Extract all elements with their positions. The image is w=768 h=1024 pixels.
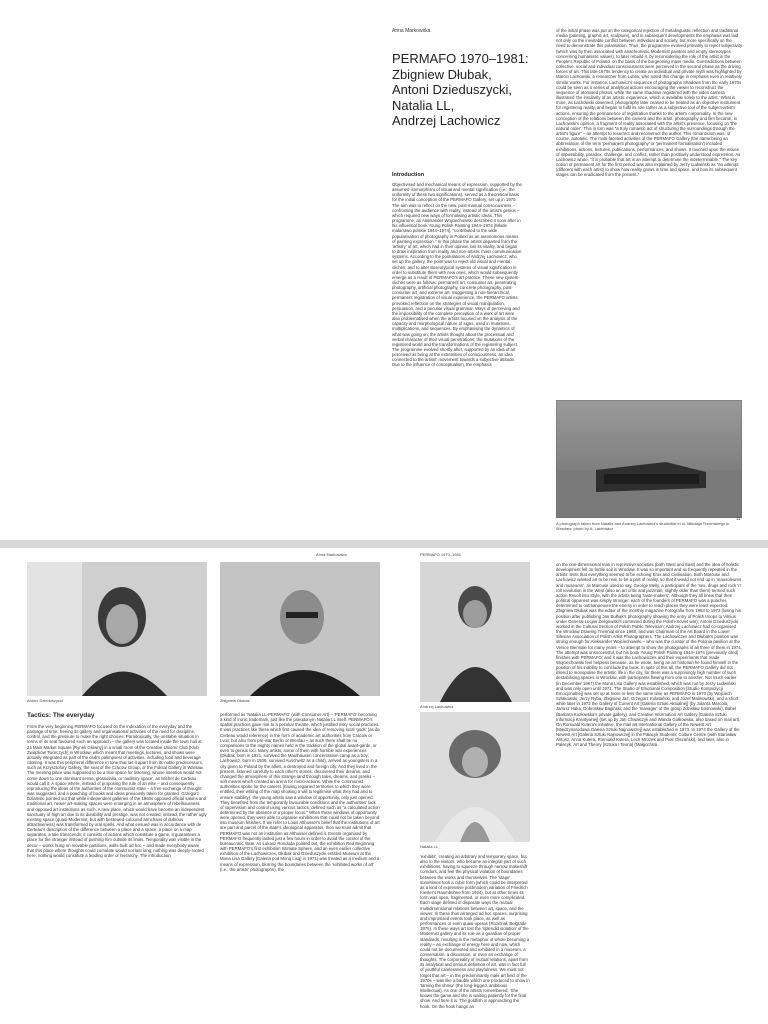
body-column-4 bbox=[556, 562, 742, 1022]
studio-photo-graphic bbox=[556, 400, 742, 518]
running-head-right: PERMAFO 1970–1981 bbox=[420, 552, 461, 557]
caption-dzieduszycki: Antoni Dzieduszycki bbox=[27, 698, 63, 703]
title-line: Antoni Dzieduszycki, bbox=[392, 82, 512, 97]
body-paragraph: on the one-dimensional man in repressive societies (both West and East) and the idea of holistic development fell on fertile soil in Wrocław. It was so important and so frequently repeated in the artists' texts that everything seemed to be echoing Eros and Civilisation. Both Marcuse and Lachowicz wanted art to be real, to be a part of reality, so that it would not end up in 'mausoleums and museums', as Marcuse used to say. George Melly, a participant of the 'sex, drugs and rock 'n' roll revolution in the West (also an art critic and jazzman, slightly older than them) termed such action Revolt into Style, with the artists being 'taste-makers'. Although they all knew that their political opponent was simply stronger, each of the founders of PERMAFO was a poacher, determined to outmanoeuvre the enemy in order to reach places they were least expected. Zbigniew Dłubak was the editor of the monthly magazine Fotografia from 1953 to 1972 (losing his position after publishing Jan Bułhak's photography showing the entry of Polish troops to Vilnius under General Lucjan Żeligowski's command during the Polish-Soviet war); Antoni Dzieduszycki worked in the Cultural Section of Polish Public Television; Andrzej Lachowicz had co-organised the Wrocław Drawing Triennial since 1968, and was Chairman of the Art Board in the Lower Silesian Association of Polish Artist Photographers. The Lachowiczes and Dłubak's position was strong enough for Aleksander Wojciechowski – who was the curator of the Polonia pavilion at the Venice Biennale for many years – to attempt to show the photographs of all three of them in 1974. The attempt was unsuccessful, but his book Young Polish Painting 1944–1974 (previously cited) finishes with PERMAFO; and it was the Lachowiczes and their experiments that made Wojciechowski feel helpless because, as he wrote, being an art historian he found himself in the position of his inability to conclude the book. In spite of this all, the PERMAFO Gallery did not intend to monopolise the artistic life in the city, for there was a surprisingly high number of such destabilising spaces in Wrocław, with participants flowing from one to another. Not much earlier (in December 1967) the Mona Lisa Gallery was established, which was run by Jerzy Ludwiński and was only open until 1971. The Studio of Emotional Composition [Studio Kompozycji Emocjonalnej] was set up at more or less the same time as PERMAFO in 1970 (by Wojciech Szlakowski, Jerzy Ryba, Zbigniew Jaż, Grzegorz Kolatański, and Józef Malinowski), and a short while later in 1972 the Gallery of Current Art [Galeria Sztuki Aktualnej] (by Jolanta Marcola, Janusz Haka, Dobrosław Bagiński, and the 'manager' of the group Zdzisław Sosnowski), Babel (Barbara Kozłowska's private gallery), and Creative Information Art Gallery [Galeria Sztuki Informacji Kreatywnej] (set up by Jan Chwałczyk and Wanda Gołkowska, also based on mail art). On Romuald Kutera's initiative, the mail art International Gallery of the Newest Art [Międzynarodowa Galeria Sztuki Najnowszej] was established in 1973. In 1974 the Gallery of the Newest Art [Galeria Sztuki Najnowszej] in the Pałacyk Students' Culture Centre (with Stanisław Antosz, Anna Kutera, Romuald Kutera, Lech Mrożek and Piotr Olszański), and later, also in Pałacyk, Art and Theory [Sztuka i Teoria] (Małgorzata bbox=[556, 562, 742, 748]
body-column-1 bbox=[27, 724, 207, 1022]
page-number: 11 bbox=[736, 516, 741, 521]
body-paragraph: performed as 'Natalia LL-PERMAFO' (with Consumer Art) – 'PERMAFO' becoming a kind of ironic trademark, just like the pseudonym Natalia LL itself. PERMAFO's spatial practices gave rise to a peculiar theatre, which justified risky social practices. It was practices like these which first caused the idea of removing local 'gods' (as de Certeau would reference) in the form of academic art authorities from Cracow or Lvov, but also from pre-war Berlin or Breslau – as such there shall be no comparisons to the mighty names held in the tradition of the global avant-garde, or even to genius loci. Many artists, some of them with horrible war experiences (Dłubak, born in 1921, survived the Mauthausen concentration camp as a boy; Lachowicz, born in 1939, survived Auschwitz as a child), arrived as youngsters in a city given to Poland by the allies, a destroyed and foreign city. And they lived in the present, listened carefully to each other's stories, discovered their dreams, and changed the atmosphere of this strange land through tales, dreams, and pranks – soft means which created an arena for micro-actions. While the Communist authorities spoke for the careers (having regained territories to which they were entitled, their writing of the map showing a will to legitimise what they had and to ensure stability), the young artists saw a window of opportunity, only just opened. They benefited from the temporarily favourable conditions and the authorities' lack of supervision and control using various tactics, defined such as "a calculated action determined by the absence of a proper locus." When these windows of opportunity were opened, they were able to organise exhibitions that could not be taken beyond into museum fetishes. If we refer to Louis Althusser's belief that the institutions of art are part and parcel of the state's ideological apparatus, then we must admit that PERMAFO was not an institution as Althusser defined it. Events organised by PERMAFO frequently lasted just a few hours in order to avoid the control of the bureaucratic state. As Łukasz Ronduda pointed out, the exhibition Red Beginning with PERMAFO's first exhibition Intimate Sphere, and an even earlier collective exhibition of the Lachowiczes, Dłubak and Dzieduszycki entitled Museum at the Mona Lisa Gallery [Galeria pod Moną Lisą] in 1971) was treated as a medium and a means of expression, blurring the boundaries between the 'exhibited works of art' (i.e., the artists' photographs), the bbox=[220, 712, 380, 872]
portrait-lachowicz bbox=[420, 562, 530, 702]
running-head-left: Anna Markowska bbox=[316, 552, 347, 557]
body-paragraph: From the very beginning PERMAFO focused on the indexation of the everyday and the passage of time, freeing its gallery and organisational activities of the need for discipline, control, and the pressure to make the right choices. Paradoxically, the unstable situation in terms of its seat favoured such an approach – the gallery was located inside the town hall at 24 Main Market Square [Rynek Główny] in a small room of the Creative Unions' Club [Klub Związków Twórczych] in Wrocław, which meant that meetings, lectures, and shows were actually integrated as part of the club's palimpsest of activities, including food and beverage catering. It was this peripheral difference in tone that set it apart from its noble predecessors, such as Krzysztofory Gallery, the seat of the Cracow Group, or the Foksal Gallery in Warsaw. The meeting place was supposed to be a true space for listening, whose intention would not come down to one dominant sense, glossolalia, or 'auditory space', as Michel de Certeau would call it. A space where, instead of proposing the rule of an elite – and consequently reproducing the ideas of the authorities of the communist state – a free exchange of thought was suggested, and a poaching of books and ideas previously taken for granted. Grzegorz Dziamski pointed out that while independent galleries of the 1960s opposed official salons and traditional art, newer art-making spaces were emerging in an atmosphere of rebelliousness and opposed art institutions as such. A new place, which would have become an independent sanctuary of high art due to its durability and prestige, was not created; instead, the rather ugly existing space (quasi-Modernist, but with bestowed-coloured armchairs of dubious attractiveness) was transformed by oral spells. And what ensued was in accordance with de Certeau's description of the difference between a place and a space: a place on a map separates, a tale transcends; it consists of actions which constitute a game, it guarantees a place for the stranger instead of pushing him outside its limits. Temporality was visible in the decor – works hung on movable partitions, walls built ad hoc – and made everybody aware that this place where thoughts could cumulate would not last long; nothing was deeply-rooted here, nothing would constitute a leading order or hierarchy. The introduction bbox=[27, 724, 207, 858]
caption-natalia-ll: Natalia LL bbox=[420, 844, 439, 849]
article-title bbox=[392, 51, 529, 129]
portrait-dlubak bbox=[220, 562, 380, 696]
body-paragraph: 'exhibits', creating an arbitrary and temporary space, but also to the visitors, who became an integral part of such exhibitions, having to squeeze through narrow makeshift corridors, and feel the physical violation of boundaries between the works and themselves. The 'stage' sometimes took a cubic form (which could be interpreted as a kind of expressive postmodern variation of Friedrich Kiesler's Raumbühne from 1924), but at other times its form was open, fragmented, or even more complicated. Each stage defined in disparate ways the mutual multidimensional relations between art, space, and the viewer. In these thus arranged ad hoc spaces, surprising and improvised events took place, as well as performances or even quasi-operas (Rozdział, Belgrade 1975). In these ways art lost the 'splendid isolation' of the Modernist gallery and its role as a guardian of proper standards, resulting in the metaphor of whole becoming a reality – an exchange of energy here and now, which could not be documented and exhibited in a museum, a conversation, a discussion, or even an exchange of thoughts. The corporeality of mutual relations, apart from its analytical and serious definition of art, was in fact full of youthful carelessness and playfulness. We must not forget that art – in the predominantly male art field of the 1970s – was like a bauble which one produced to show in 'taming the shrew' (the long-legged, ambitious intellectual). As one of the artists remembered: 'She knows the game and she is waiting patiently for the final show. And here it is. The goldfish is approaching the hook. On the hook hangs an bbox=[420, 854, 530, 1009]
title-line: Zbigniew Dłubak, bbox=[392, 66, 492, 82]
body-column-3 bbox=[420, 854, 530, 1022]
title-line: PERMAFO 1970–1981: bbox=[392, 51, 529, 66]
studio-photo-caption: A photograph taken from Natalia and Andrzej Lachowicz's studio/flat in ul. Mikołaja Trzcińskiego in Wrocław; photo by A. Lachowicz bbox=[556, 521, 730, 531]
portrait-dzieduszycki bbox=[27, 562, 207, 696]
right-column-paragraph: of the initial phase was put on the categorical rejection of metalinguistic reflection and traditional media (painting, graphic art, sculpture), and in subsequent developments the emphasis was laid not only on the inevitable conflict between individual and society, but more specifically on the need to demonstrate this polarisation. Thus, the programme evolved primarily to reject subjectivity (which was by then associated with anachronistic Modernist painters and empty stereotypes concerning humanistic values), to later rebuild it, by reconsidering the role of the artist in the People's Republic of Poland, on the basis of the burgeoning mass media. Contradictions between collective, social and individual consciousness were perceived in the second phase as the driving forces of art. This late-1970s tendency to create an individual and private myth was highlighted by Marcin Lachowski, a researcher from Lublin, who noted this change in emphasis even in relatively similar works. For instance, Lachowicz's sequence of photographs Shadows from the early 1970s could be seen as a series of analytical actions encouraging the viewer to reconstruct the sequence of atomised photos, while the same shadows registered with the video camera illustrated 'the insularity of an artistic experience, which is available solely to the artist.' What is more, as Lachowski observed, photography later ceased to be treated as an objective instrument for registering reality, and began to fulfil its role rather as a subjective tool of the subject-artist's actions, ensuring the permanence of registration thanks to the artist's corporeality. In the new conception of the relations between the camera and the artist, photography and film became, in Lachowski's opinion, a fragment of reality associated with the artist's presence, focusing on 'the natural order'. This in turn was "a truly romantic act of structuring the surroundings through the artist's figure" – an attempt to resurrect and reconstruct the author. This romanticism was, of course, autotelic. The multi-faceted activities of the PERMAFO Gallery (the name being an abbreviation of the term 'permanent photography' or 'permanent formalisation') included exhibitions, actions, lectures, publications, performances, and shows. It touched upon the issues of impossibility, paradox, challenge, and conflict, rather than positively understood expression. As Lachowicz wrote, "it is probable that art is an attempt to determine the indeterminable." The key notion of permanent art for the first period was also explained by Jerzy Ludwiński as "an attempt (different with each artist) to show how reality grows in time and space, and how its subsequent stages can be eradicated from the present." bbox=[556, 28, 742, 178]
right-column bbox=[556, 28, 742, 396]
portrait-natalia-ll bbox=[420, 712, 530, 842]
introduction-heading: Introduction bbox=[392, 172, 425, 178]
intro-column bbox=[392, 182, 522, 528]
portrait-graphic bbox=[420, 562, 530, 702]
title-line: Natalia LL, bbox=[392, 97, 455, 113]
studio-photo bbox=[556, 400, 742, 518]
portrait-graphic bbox=[27, 562, 207, 696]
body-column-2 bbox=[220, 712, 380, 1022]
intro-paragraph: Objectivised and mechanical means of expression, supported by the assumed isomorphism of visual and mental signification (i.e., the uniformity of these two significations), served as a theoretical basis for the initial conception of the PERMAFO Gallery, set up in 1970. The aim was to reflect on the new, post-manual consciousness – confronting the audience with reality, instead of the artist's genius – which required new ways of formalising artistic ideas. This programme, as Aleksander Wojciechowski described it soon after in his influential book Young Polish Painting 1944–1974 [Młode malarstwo polskie 1944–1974], "contributed to the wide popularisation of photography in Poland as an autonomous means of painting expression." In this phase the artists departed from the 'artistry' of art, which had in their opinion lost its vitality, and began to draw inspiration from reality and non-artistic mass communication systems. According to the postulations of Andrzej Lachowicz, who set up the gallery, the point was to reject old visual and mental clichés, and to alter stereotypical systems of visual signification in order to substitute them with new ones, which would subsequently emerge as a result of PERMAFO's art practice. These new system-clichés were as follows: permanent art, consumer art, penetrating photography, artificial photography, concrete photography, post-consumer art, and extreme art. Suggesting a non-hierarchical, permanent registration of visual experience, the PERMAFO artists provoked reflection on the strategies of visual manipulation, persuasion, and a peculiar visual grammar. Ways of perceiving and the impossibility of the complete perception of a work of art were also problematised when the artists focused on the analysis of the capacity and morphological nature of signs, used in mutations, multiplications, and sequences. By emphasising the dynamics of what was going on, the artists thought about the processual and verbal character of their visual penetrations; the mutations of the registered world and the transformations of the registering subject. The programme evolved shortly after, supported by an idea of art perceived as being at the extremities of consciousness, an idea connected to the artists' movement towards a subjective attitude. Due to the influence of conceptualism, the emphasis bbox=[392, 182, 522, 368]
section-heading-tactics: Tactics: The everyday bbox=[27, 712, 95, 719]
title-line: Andrzej Lachowicz bbox=[392, 113, 501, 128]
page-gutter bbox=[0, 540, 768, 548]
caption-dlubak: Zbigniew Dłubak bbox=[220, 698, 250, 703]
spread-page-bottom bbox=[0, 548, 768, 1024]
portrait-graphic bbox=[220, 562, 380, 696]
author-name: Anna Markowska bbox=[392, 28, 431, 34]
caption-lachowicz: Andrzej Lachowicz bbox=[420, 704, 454, 709]
portrait-graphic bbox=[420, 712, 530, 842]
